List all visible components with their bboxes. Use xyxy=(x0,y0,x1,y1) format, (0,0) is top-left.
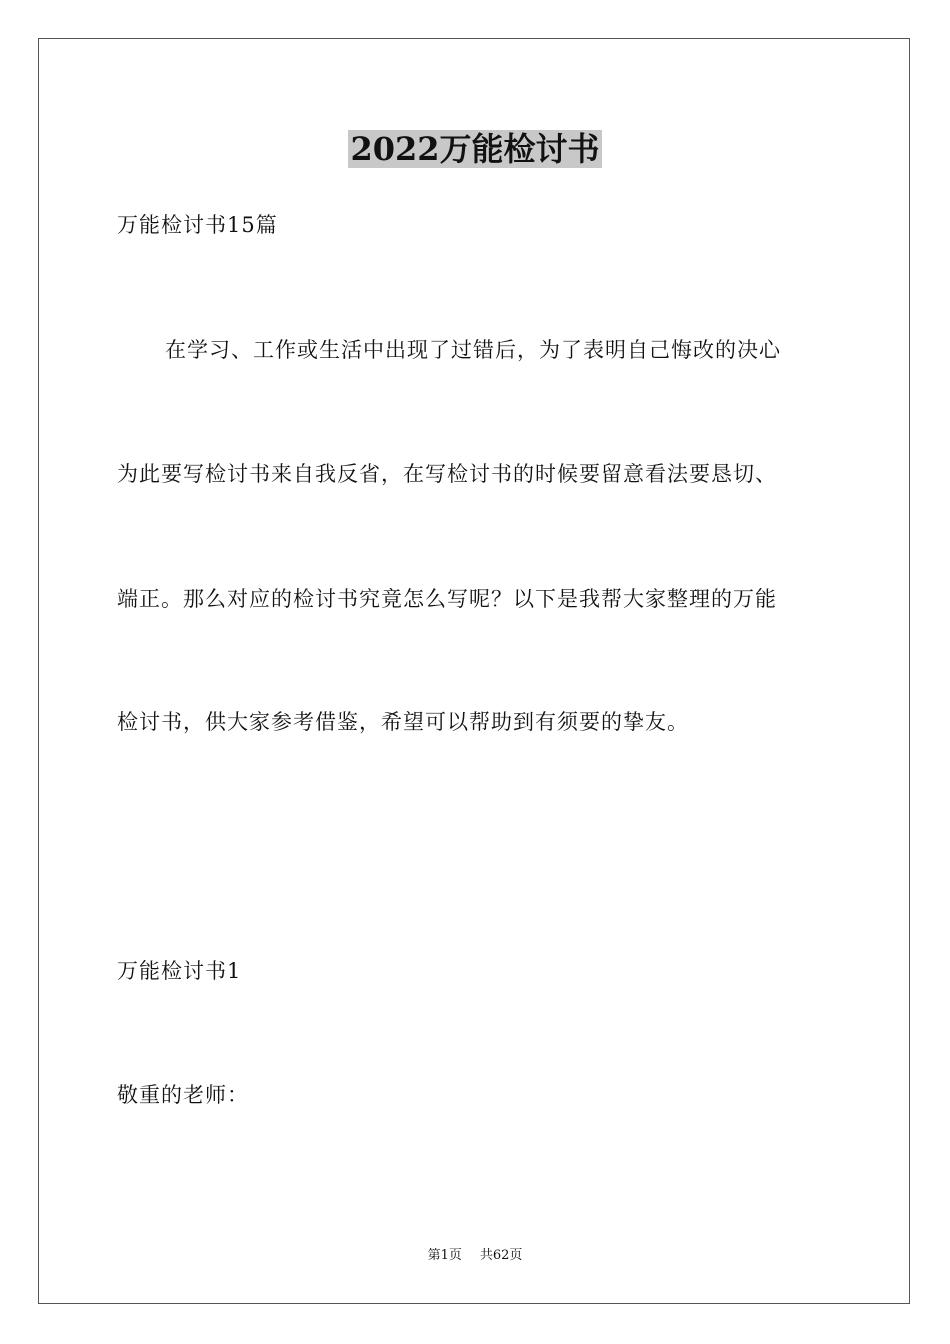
intro-line-1: 在学习、工作或生活中出现了过错后，为了表明自己悔改的决心 xyxy=(165,338,781,362)
intro-line-3: 端正。那么对应的检讨书究竟怎么写呢？以下是我帮大家整理的万能 xyxy=(117,587,777,611)
page-footer xyxy=(0,1247,950,1265)
intro-line-4: 检讨书，供大家参考借鉴，希望可以帮助到有须要的挚友。 xyxy=(117,710,689,734)
page-number: 第1页 xyxy=(427,1248,462,1263)
salutation: 敬重的老师： xyxy=(117,1083,249,1107)
section-heading: 万能检讨书1 xyxy=(117,959,242,983)
document-title xyxy=(0,128,950,170)
intro-line-2: 为此要写检讨书来自我反省，在写检讨书的时候要留意看法要恳切、 xyxy=(117,462,777,486)
page-total: 共62页 xyxy=(479,1248,523,1263)
document-subtitle: 万能检讨书15篇 xyxy=(117,213,278,237)
document-title-text: 2022万能检讨书 xyxy=(350,130,600,168)
